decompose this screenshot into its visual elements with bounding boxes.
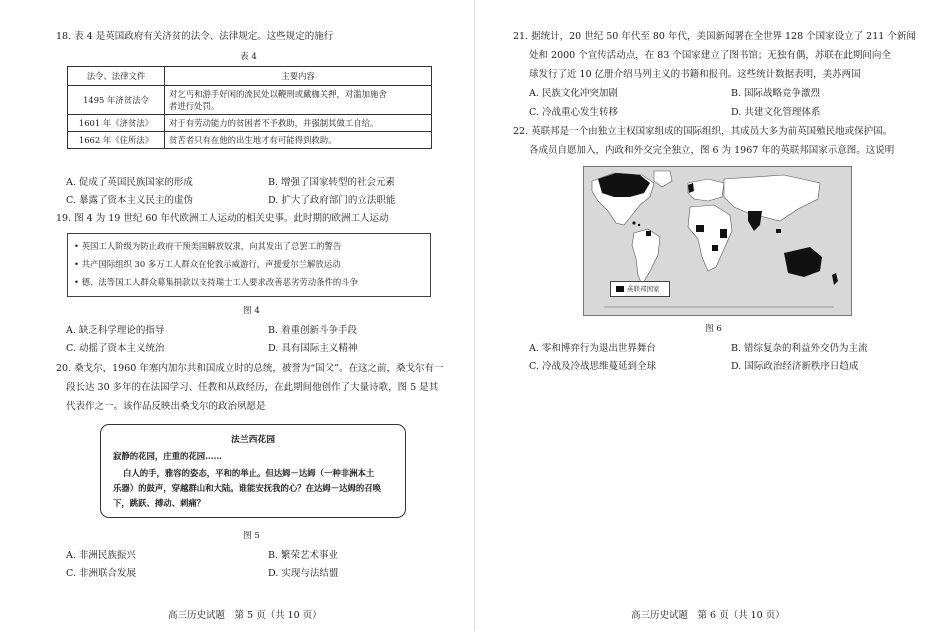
poem-title: 法兰西花园 xyxy=(231,435,275,445)
legend-swatch xyxy=(616,286,624,292)
commonwealth-world-map xyxy=(583,166,852,316)
q22-stem-line: 22. 英联邦是一个由独立主权国家组成的国际组织，其成员大多为前英国殖民地或保护国。 xyxy=(513,126,893,137)
q19-option-c[interactable]: C. 动摇了资本主义统治 xyxy=(66,343,165,354)
q20-stem-line: 20. 桑戈尔，1960 年塞内加尔共和国成立时的总统，被誉为“国父”。在这之前，桑戈尔有一 xyxy=(56,363,444,374)
figure4-caption: 图 4 xyxy=(243,306,260,316)
q21-stem-line: 21. 据统计，20 世纪 50 年代至 80 年代，美国新闻署在全世界 128 个国家设立了 211 个新闻 xyxy=(513,31,916,42)
content-line: 者进行处罚。 xyxy=(169,101,220,111)
table-cell-content: 贫苦者只有在他的出生地才有可能得到救助。 xyxy=(165,132,432,149)
figure4-box xyxy=(67,233,431,297)
q18-option-a[interactable]: A. 促成了英国民族国家的形成 xyxy=(66,177,193,188)
table-header-row xyxy=(68,67,432,86)
page-footer: 高三历史试题 第 6 页（共 10 页） xyxy=(631,610,785,621)
figure4-item: • 共产国际组织 30 多万工人群众在伦敦示威游行，声援爱尔兰解放运动 xyxy=(74,259,341,269)
figure4-item: • 英国工人阶级为防止政府干预美国解放奴隶，向其发出了总罢工的警告 xyxy=(74,241,342,251)
figure5-caption: 图 5 xyxy=(243,531,260,541)
legend-label: 英联邦国家 xyxy=(627,285,660,293)
q19-option-d[interactable]: D. 具有国际主义精神 xyxy=(268,343,358,354)
q21-option-b[interactable]: B. 国际战略竞争激烈 xyxy=(731,88,821,99)
q20-option-a[interactable]: A. 非洲民族振兴 xyxy=(66,550,136,561)
q20-option-c[interactable]: C. 非洲联合发展 xyxy=(66,568,136,579)
q22-option-c[interactable]: C. 冷战及冷战思维蔓延到全球 xyxy=(529,361,656,372)
q19-stem: 19. 图 4 为 19 世纪 60 年代欧洲工人运动的相关史事。此时期的欧洲工人运动 xyxy=(56,213,389,224)
table-header: 法令、法律文件 xyxy=(68,67,165,86)
table-row xyxy=(68,86,432,115)
q20-stem-line: 段长达 30 多年的在法国学习、任教和从政经历，在此期间他创作了大量诗歌，图 5 是其 xyxy=(66,382,439,393)
content-line: 对乞丐和游手好闲的流民处以鞭刑或戴枷关押，对滥加施舍 xyxy=(169,89,387,99)
table-cell-content xyxy=(165,86,432,115)
q20-option-b[interactable]: B. 繁荣艺术事业 xyxy=(268,550,339,561)
poem-line: 下，跳跃、搏动、刺痛？ xyxy=(113,498,206,508)
figure5-poem-box xyxy=(100,424,406,518)
q20-option-d[interactable]: D. 实现与法结盟 xyxy=(268,568,339,579)
figure6-caption: 图 6 xyxy=(705,324,722,334)
table-cell-doc: 1495 年济贫法令 xyxy=(68,86,165,115)
poem-line: 乐器）的鼓声，穿越群山和大陆。谁能安抚我的心？在达姆－达姆的召唤 xyxy=(113,483,381,493)
poem-line: 寂静的花园，庄重的花园…… xyxy=(113,451,222,461)
table-row xyxy=(68,132,432,149)
law-table xyxy=(67,66,432,149)
table4-caption: 表 4 xyxy=(240,52,257,62)
table-cell-content: 对于有劳动能力的贫困者不予救助，并强制其做工自给。 xyxy=(165,115,432,132)
q22-option-a[interactable]: A. 零和博弈行为退出世界舞台 xyxy=(529,343,656,354)
table-cell-doc: 1662 年《住所法》 xyxy=(68,132,165,149)
table-header: 主要内容 xyxy=(165,67,432,86)
q18-option-c[interactable]: C. 暴露了资本主义民主的虚伪 xyxy=(66,195,193,206)
table-cell-doc: 1601 年《济贫法》 xyxy=(68,115,165,132)
map-legend xyxy=(610,281,670,297)
q21-stem-line: 球发行了近 10 亿册介绍马列主义的书籍和报刊。这些统计数据表明，美苏两国 xyxy=(529,69,861,80)
poem-line: 白人的手，雅容的姿态，平和的举止。但达姆－达姆（一种非洲本土 xyxy=(123,468,375,478)
q21-option-d[interactable]: D. 共建文化管理体系 xyxy=(731,107,821,118)
q22-option-b[interactable]: B. 错综复杂的利益外交仍为主流 xyxy=(731,343,868,354)
table-row xyxy=(68,115,432,132)
q22-stem-line: 各成员自愿加入，内政和外交完全独立，图 6 为 1967 年的英联邦国家示意图。这说明 xyxy=(529,145,895,156)
q18-stem: 18. 表 4 是英国政府有关济贫的法令、法律规定。这些规定的施行 xyxy=(56,31,334,42)
q19-option-a[interactable]: A. 缺乏科学理论的指导 xyxy=(66,325,165,336)
page-footer: 高三历史试题 第 5 页（共 10 页） xyxy=(168,610,322,621)
figure4-item: • 德、法等国工人群众募集捐款以支持瑞士工人要求改善恶劣劳动条件的斗争 xyxy=(74,277,358,287)
q19-option-b[interactable]: B. 着重创新斗争手段 xyxy=(268,325,358,336)
q20-stem-line: 代表作之一。该作品反映出桑戈尔的政治夙愿是 xyxy=(66,401,266,412)
q22-option-d[interactable]: D. 国际政治经济新秩序日趋成 xyxy=(731,361,859,372)
q18-option-d[interactable]: D. 扩大了政府部门的立法职能 xyxy=(268,195,396,206)
q21-option-a[interactable]: A. 民族文化冲突加剧 xyxy=(529,88,618,99)
q21-stem-line: 处和 2000 个宣传活动点，在 83 个国家建立了图书馆；无独有偶，苏联在此期间向全 xyxy=(529,50,891,61)
q21-option-c[interactable]: C. 冷战重心发生转移 xyxy=(529,107,618,118)
q18-option-b[interactable]: B. 增强了国家转型的社会元素 xyxy=(268,177,396,188)
